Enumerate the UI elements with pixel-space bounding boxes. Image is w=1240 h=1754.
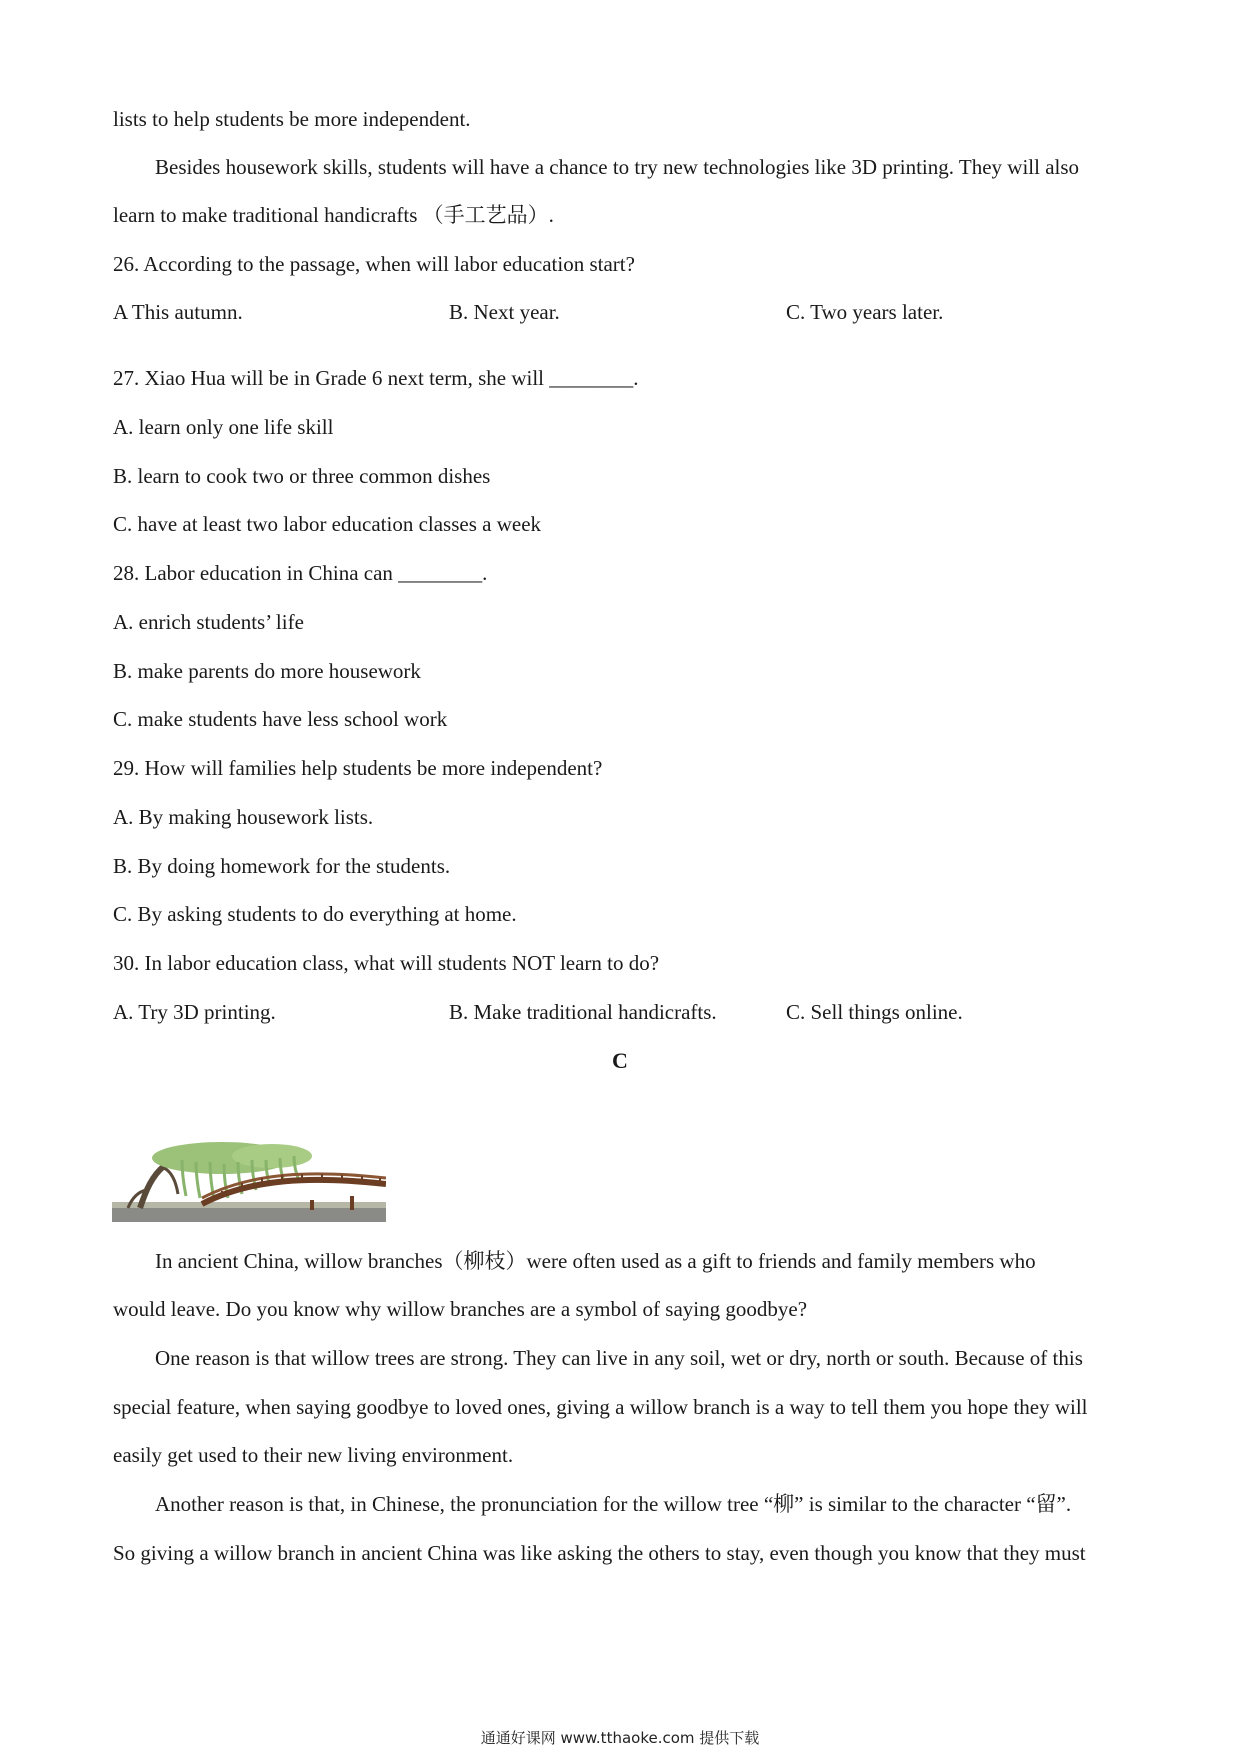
section-c-line: One reason is that willow trees are strong. They can live in any soil, wet or dry, north or south. Because of this [155,1346,1083,1370]
section-c-line: easily get used to their new living environment. [113,1443,514,1467]
question-30-option-c: C. Sell things online. [786,1000,963,1024]
question-26-stem: 26. According to the passage, when will labor education start? [113,252,635,276]
question-30-stem: 30. In labor education class, what will students NOT learn to do? [113,951,660,975]
passage-line: learn to make traditional handicrafts （手工艺品）. [113,203,554,227]
question-26-option-a: A This autumn. [113,300,243,324]
section-c-title: C [612,1048,628,1073]
section-c-line: would leave. Do you know why willow branches are a symbol of saying goodbye? [113,1297,808,1321]
question-26-option-b: B. Next year. [449,300,560,324]
question-29-stem: 29. How will families help students be more independent? [113,756,603,780]
section-c-line: In ancient China, willow branches（柳枝）were often used as a gift to friends and family members who [155,1249,1036,1273]
willow-bridge-illustration [112,1138,386,1222]
question-29-option-a: A. By making housework lists. [113,805,374,829]
passage-line: lists to help students be more independent. [113,107,471,131]
question-29-option-c: C. By asking students to do everything at home. [113,902,517,926]
question-27-option-b: B. learn to cook two or three common dishes [113,464,491,488]
section-c-line: special feature, when saying goodbye to loved ones, giving a willow branch is a way to tell them you hope they will [113,1395,1088,1419]
question-30-option-b: B. Make traditional handicrafts. [449,1000,717,1024]
question-26-option-c: C. Two years later. [786,300,944,324]
section-c-line: Another reason is that, in Chinese, the pronunciation for the willow tree “柳” is similar to the character “留”. [155,1492,1072,1516]
question-28-option-c: C. make students have less school work [113,707,448,731]
question-28-option-b: B. make parents do more housework [113,659,421,683]
question-28-option-a: A. enrich students’ life [113,610,304,634]
question-30-option-a: A. Try 3D printing. [113,1000,276,1024]
section-c-line: So giving a willow branch in ancient China was like asking the others to stay, even though you know that they must [113,1541,1086,1565]
question-27-option-a: A. learn only one life skill [113,415,334,439]
page-footer: 通通好课网 www.tthaoke.com 提供下载 [480,1729,760,1747]
question-29-option-b: B. By doing homework for the students. [113,854,451,878]
question-27-option-c: C. have at least two labor education classes a week [113,512,542,536]
question-27-stem: 27. Xiao Hua will be in Grade 6 next term, she will ________. [113,366,639,390]
passage-line: Besides housework skills, students will have a chance to try new technologies like 3D printing. They will also [155,155,1080,179]
question-28-stem: 28. Labor education in China can ________. [113,561,488,585]
